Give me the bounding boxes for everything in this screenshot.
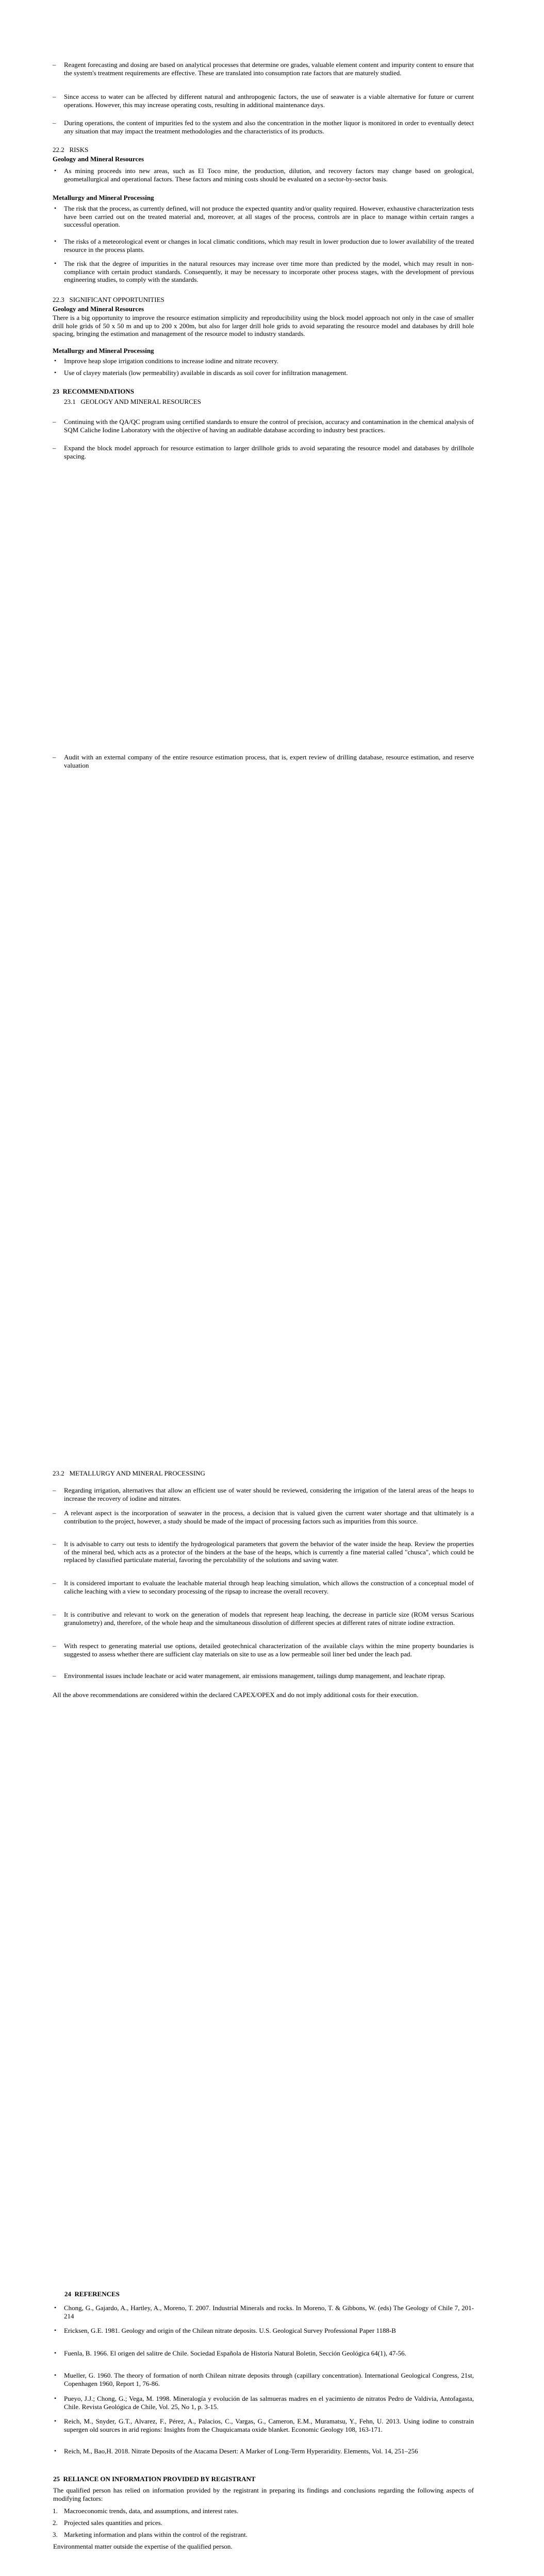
intro-item-seawater: – Since access to water can be affected by different natural and anthropogenic factors, the use of seawater is a viable alternative for future or current operations. However, this may increase operating costs, resulting in additional maintenance days. <box>53 93 474 109</box>
bullet-marker: • <box>54 2395 57 2402</box>
number-marker: 1. <box>53 2507 58 2515</box>
recommendation-item-environment: – Environmental issues include leachate or acid water management, air emissions management, tailings dump management, and leachate riprap. <box>53 1672 446 1680</box>
risks-metallurgy-title: Metallurgy and Mineral Processing <box>53 194 154 201</box>
recommendations-closing: All the above recommendations are considered within the declared CAPEX/OPEX and do not imply additional costs for their execution. <box>53 1691 419 1699</box>
reference-item: • Reich, M., Bao,H. 2018. Nitrate Deposits of the Atacama Desert: A Marker of Long-Term Hyperaridity. Elements, Vol. 14, 251–256 <box>54 2447 418 2455</box>
dash-marker: – <box>53 753 56 761</box>
reference-item: • Chong, G., Gajardo, A., Hartley, A., Moreno, T. 2007. Industrial Minerals and rocks. In Moreno, T. & Gibbons, W. (eds) The Geology of Chile 7, 201-214 <box>54 2304 474 2320</box>
risks-geology-title: Geology and Mineral Resources <box>53 155 144 163</box>
section-heading-recommendations: 23 RECOMMENDATIONS <box>53 387 134 395</box>
dash-marker: – <box>53 1540 56 1548</box>
dash-marker: – <box>53 119 56 127</box>
risk-item-impurities: • The risk that the degree of impurities in the natural resources may increase over time more than predicted by the model, which may result in non-compliance with certain product standards. Consequently, it may be necessary to incorporate other process stages, with the development of previous engineering studies, to comply with the standards. <box>54 260 474 283</box>
reliance-item-sales: 2. Projected sales quantities and prices. <box>53 2519 162 2527</box>
reference-item: • Mueller, G. 1960. The theory of formation of north Chilean nitrate deposits through (capillary concentration). International Geological Congress, 21st, Copenhagen 1960, Report 1, 76-86. <box>54 2371 474 2387</box>
dash-marker: – <box>53 93 56 100</box>
recommendation-item-seawater: – A relevant aspect is the incorporation of seawater in the process, a decision that is valued given the current water shortage and that ultimately is a contribution to the project, however, a study should be made of the impact of processing factors such as impurities from this source. <box>53 1509 474 1525</box>
dash-marker: – <box>53 1672 56 1680</box>
section-heading-opportunities: 22.3 SIGNIFICANT OPPORTUNITIES <box>53 296 164 303</box>
section-heading-references: 24 REFERENCES <box>64 2290 120 2298</box>
dash-marker: – <box>53 61 56 69</box>
bullet-marker: • <box>54 2304 57 2311</box>
dash-marker: – <box>53 1642 56 1650</box>
bullet-marker: • <box>54 205 57 212</box>
bullet-marker: • <box>54 238 57 245</box>
recommendation-item-audit: – Audit with an external company of the entire resource estimation process, that is, expert review of drilling database, resource estimation, and reserve valuation <box>53 753 474 769</box>
opportunities-metallurgy-title: Metallurgy and Mineral Processing <box>53 347 154 354</box>
subsection-heading-geology: 23.1 GEOLOGY AND MINERAL RESOURCES <box>64 398 201 405</box>
reliance-closing: Environmental matter outside the expertise of the qualified person. <box>53 2543 233 2550</box>
bullet-marker: • <box>54 2417 57 2425</box>
opportunities-geology-title: Geology and Mineral Resources <box>53 305 144 313</box>
dash-marker: – <box>53 1509 56 1517</box>
recommendation-item-clays: – With respect to generating material use options, detailed geotechnical characterization of the available clays within the mine property boundaries is suggested to assess whether there are sufficient clay materials on site to use as a low permeable soil liner bed under the leach pad. <box>53 1642 474 1658</box>
reference-item: • Fuenla, B. 1966. El origen del salitre de Chile. Sociedad Española de Historia Natural Boletin, Sección Geológica 64(1), 47-56. <box>54 2349 406 2357</box>
dash-marker: – <box>53 444 56 452</box>
opportunity-item-clay: • Use of clayey materials (low permeability) available in discards as soil cover for infiltration management. <box>54 369 348 377</box>
risk-item-mining-areas: • As mining proceeds into new areas, such as El Toco mine, the production, dilution, and recovery factors may change based on geological, geometallurgical and operational factors. These factors and mining costs should be evaluated on a sector-by-sector basis. <box>54 167 474 183</box>
recommendation-item-qaqc: – Continuing with the QA/QC program using certified standards to ensure the control of precision, accuracy and contamination in the chemical analysis of SQM Caliche Iodine Laboratory with the objective of having an auditable database according to industry best practices. <box>53 418 474 434</box>
recommendation-item-heap-models: – It is contributive and relevant to work on the generation of models that represent heap leaching, the decrease in particle size (ROM versus Scarious granulometry) and, therefore, of the whole heap and the simultaneous dissolution of different species at different rates of nitrate iodine extraction. <box>53 1611 474 1626</box>
reliance-intro: The qualified person has relied on information provided by the registrant in preparing its findings and conclusions regarding the following aspects of modifying factors: <box>53 2486 474 2502</box>
recommendation-item-block-model: – Expand the block model approach for resource estimation to larger drillhole grids to avoid separating the resource model and databases by drillhole spacing. <box>53 444 474 460</box>
reliance-item-macroeconomic: 1. Macroeconomic trends, data, and assumptions, and interest rates. <box>53 2507 239 2515</box>
reference-item: • Pueyo, J.J.; Chong, G.; Vega, M. 1998. Mineralogía y evolución de las salmueras madres en el yacimiento de nitratos Pedro de Valdivia, Antofagasta, Chile. Revista Geológica de Chile, Vol. 25, No 1, p. 3-15. <box>54 2395 474 2411</box>
number-marker: 3. <box>53 2531 58 2538</box>
dash-marker: – <box>53 1486 56 1494</box>
section-heading-reliance: 25 RELIANCE ON INFORMATION PROVIDED BY REGISTRANT <box>53 2475 256 2483</box>
intro-item-impurities: – During operations, the content of impurities fed to the system and also the concentration in the mother liquor is monitored in order to eventually detect any situation that may impact the treatment methodologies and the characteristics of its products. <box>53 119 474 135</box>
subsection-heading-metallurgy: 23.2 METALLURGY AND MINERAL PROCESSING <box>53 1469 205 1477</box>
risk-item-process: • The risk that the process, as currently defined, will not produce the expected quantity and/or quality required. However, exhaustive characterization tests have been carried out on the treated material and, moreover, at all stages of the process, controls are in place to manage within certain ranges a successful operation. <box>54 205 474 228</box>
bullet-marker: • <box>54 2349 57 2357</box>
bullet-marker: • <box>54 369 57 376</box>
reference-item: • Ericksen, G.E. 1981. Geology and origin of the Chilean nitrate deposits. U.S. Geological Survey Professional Paper 1188-B <box>54 2327 396 2334</box>
intro-item-reagents: – Reagent forecasting and dosing are based on analytical processes that determine ore grades, valuable element content and impurity content to ensure that the system's treatment requirements are effective. These are translated into consumption rate factors that are maturely studied. <box>53 61 474 77</box>
reference-item: • Reich, M., Snyder, G.T., Alvarez, F., Pérez, A., Palacios, C., Vargas, G., Cameron, E.M., Muramatsu, Y., Fehn, U. 2013. Using iodine to constrain supergen old sources in arid regions: Insights from the Chuquicamata oxide blanket. Economic Geology 108, 163-171. <box>54 2417 474 2433</box>
opportunities-geology-text: There is a big opportunity to improve the resource estimation simplicity and reproducibility using the block model approach not only in the case of smaller drill hole grids of 50 x 50 m and up to 200 x 200m, but also for larger drill hole grids to avoid separating the resource model and databases by drill hole spacing, bringing the estimation and management of the resource model to industry standards. <box>53 314 474 337</box>
bullet-marker: • <box>54 2371 57 2379</box>
recommendation-item-water: – Regarding irrigation, alternatives that allow an efficient use of water should be reviewed, considering the irrigation of the lateral areas of the heaps to increase the recovery of iodine and nitrates. <box>53 1486 474 1502</box>
reliance-item-marketing: 3. Marketing information and plans within the control of the registrant. <box>53 2531 248 2538</box>
recommendation-item-hydrogeology: – It is advisable to carry out tests to identify the hydrogeological parameters that govern the behavior of the water inside the heap. Review the properties of the mineral bed, which acts as a protector of the binders at the base of the heaps, which is currently a fine material called "chusca", which could be replaced by classified particulate material, favoring the percolability of the solutions and saving water. <box>53 1540 474 1564</box>
dash-marker: – <box>53 1579 56 1587</box>
section-heading-risks: 22.2 RISKS <box>53 146 89 154</box>
number-marker: 2. <box>53 2519 58 2527</box>
bullet-marker: • <box>54 167 57 174</box>
risk-item-meteorological: • The risks of a meteorological event or changes in local climatic conditions, which may result in lower production due to lower availability of the treated resource in the process plants. <box>54 238 474 253</box>
bullet-marker: • <box>54 2447 57 2454</box>
dash-marker: – <box>53 1611 56 1618</box>
dash-marker: – <box>53 418 56 426</box>
bullet-marker: • <box>54 260 57 267</box>
bullet-marker: • <box>54 2327 57 2334</box>
opportunity-item-irrigation: • Improve heap slope irrigation conditions to increase iodine and nitrate recovery. <box>54 357 279 365</box>
bullet-marker: • <box>54 357 57 364</box>
recommendation-item-heap-simulation: – It is considered important to evaluate the leachable material through heap leaching simulation, which allows the construction of a conceptual model of caliche leaching with a view to secondary processing of the ripsap to increase the overall recovery. <box>53 1579 474 1595</box>
